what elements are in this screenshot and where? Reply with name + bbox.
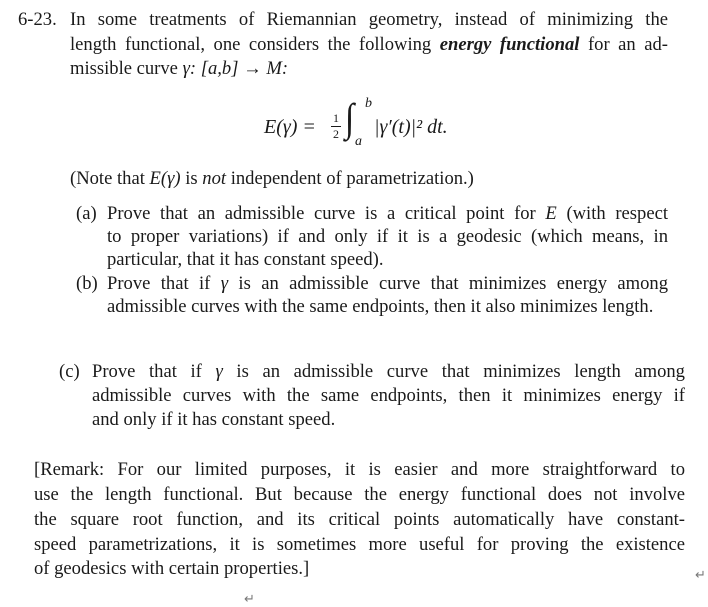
part-a-line-1 <box>107 203 668 225</box>
remark-line-2 <box>34 484 685 506</box>
intro-text-a: length functional, one considers the following <box>70 34 440 55</box>
intro-line-1-text: In some treatments of Riemannian geometry, instead of minimizing the <box>70 9 668 30</box>
parametrization-note <box>70 168 474 190</box>
part-b-line-1 <box>107 273 668 295</box>
remark-line-1-text: [Remark: For our limited purposes, it is easier and more straightforward to <box>34 459 685 480</box>
note-text-b: is <box>180 168 203 189</box>
part-b-label: (b) <box>76 273 98 294</box>
part-c-label: (c) <box>59 361 80 382</box>
remark-line-5: of geodesics with certain properties.] <box>34 558 310 579</box>
energy-functional-term: energy functional <box>439 34 580 55</box>
curve-signature: γ: [a,b] → M: <box>182 58 289 79</box>
integral-sign: ∫ <box>344 95 355 140</box>
part-a-text-b: (with respect <box>556 203 668 224</box>
part-a-label: (a) <box>76 203 97 224</box>
problem-number: 6-23. <box>18 9 57 30</box>
paragraph-mark-icon: ↵ <box>244 592 255 607</box>
part-c-line-3: and only if it has constant speed. <box>92 409 336 430</box>
part-c-text-b: is an admissible curve that minimizes length among <box>222 361 685 382</box>
part-a-line-2 <box>107 226 668 248</box>
integral-lower-limit: a <box>355 134 362 149</box>
note-emphasis: not <box>202 168 227 189</box>
part-c-text-a: Prove that if <box>92 361 216 382</box>
paragraph-mark-icon: ↵ <box>695 568 706 583</box>
remark-line-4-text: speed parametrizations, it is sometimes more useful for proving the existence <box>34 534 685 555</box>
part-a-text-a: Prove that an admissible curve is a critical point for <box>107 203 546 224</box>
note-text-a: (Note that <box>70 168 150 189</box>
part-c-line-2-text: admissible curves with the same endpoints, then it minimizes energy if <box>92 385 685 406</box>
part-a-line-2-text: to proper variations) if and only if it is a geodesic (which means, in <box>107 226 668 247</box>
energy-formula <box>264 96 504 160</box>
intro-line-1 <box>70 9 668 31</box>
intro-line-2 <box>70 34 668 56</box>
intro-line-3 <box>70 58 288 80</box>
part-b-math: γ <box>220 273 229 294</box>
part-b-text-a: Prove that if <box>107 273 221 294</box>
intro-text-b: for an ad- <box>579 34 668 55</box>
fraction-numerator: 1 <box>333 111 339 125</box>
remark-line-4 <box>34 534 685 556</box>
remark-line-2-text: use the length functional. But because the energy functional does not involve <box>34 484 685 505</box>
part-c-line-2 <box>92 385 685 407</box>
fraction-denominator: 2 <box>333 127 339 141</box>
note-text-c: independent of parametrization.) <box>226 168 474 189</box>
intro-text-c: missible curve <box>70 58 183 79</box>
part-c-line-1 <box>92 361 685 383</box>
part-b-line-2: admissible curves with the same endpoints, then it also minimizes length. <box>107 296 654 317</box>
integrand: |γ′(t)|² dt. <box>374 116 448 138</box>
remark-line-1 <box>34 459 685 481</box>
remark-line-3-text: the square root function, and its critical points automatically have constant- <box>34 509 685 530</box>
part-a-math: E <box>545 203 557 224</box>
part-a-line-3: particular, that it has constant speed). <box>107 249 384 270</box>
integral-upper-limit: b <box>365 96 372 111</box>
part-c-math: γ <box>215 361 223 382</box>
part-b-text-b: is an admissible curve that minimizes energy among <box>228 273 668 294</box>
formula-lhs: E(γ) = <box>264 116 316 138</box>
note-math: E(γ) <box>149 168 181 189</box>
remark-line-3 <box>34 509 685 531</box>
